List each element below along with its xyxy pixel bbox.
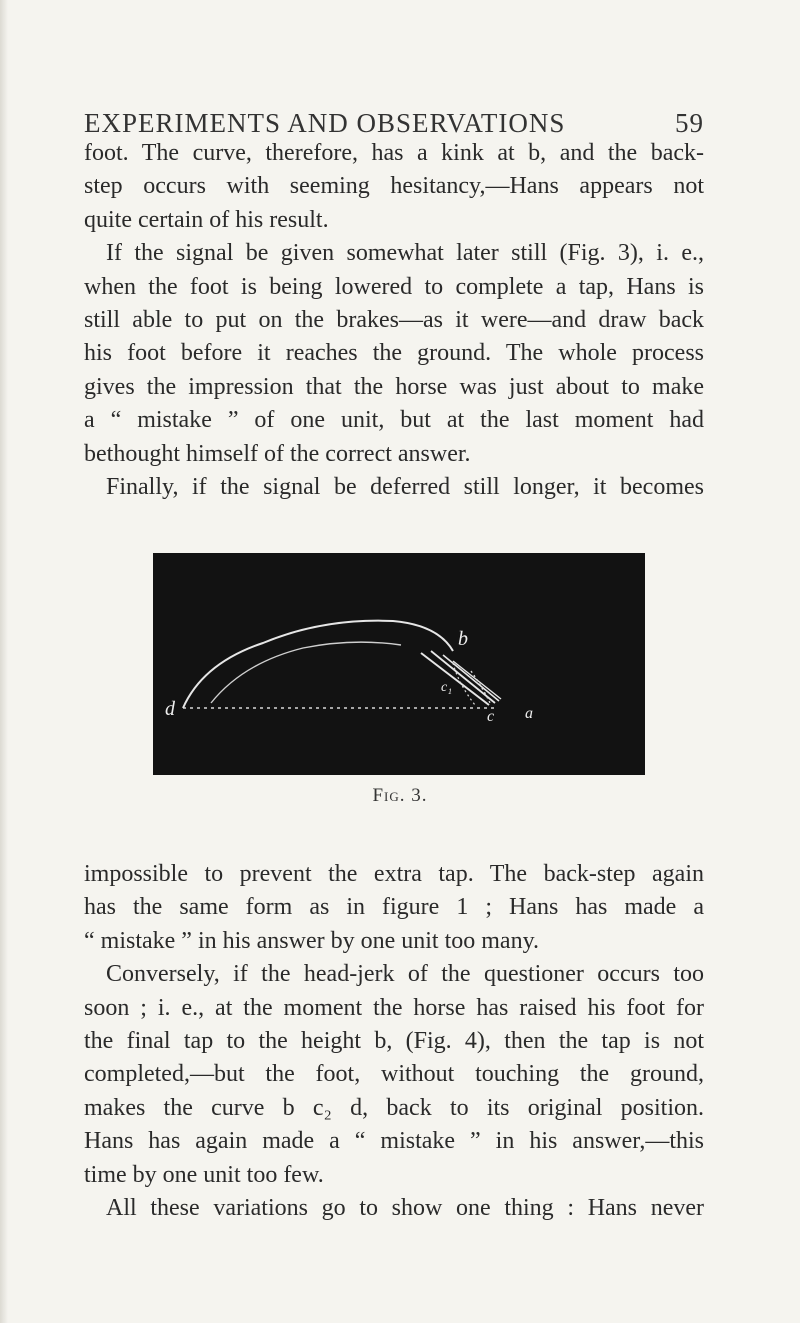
label-b: b — [458, 628, 468, 650]
text-line: If the signal be given somewhat later still (Fig. 3), i. e., — [106, 240, 704, 267]
text-line: has the same form as in figure 1 ; Hans has made a — [84, 894, 704, 921]
text-line: Conversely, if the head-jerk of the questioner occurs too — [106, 961, 704, 988]
text-line: Finally, if the signal be deferred still longer, it becomes — [106, 474, 704, 501]
text-line: quite certain of his result. — [84, 206, 329, 233]
text-line: a “ mistake ” of one unit, but at the last moment had — [84, 407, 704, 434]
text-line: time by one unit too few. — [84, 1161, 324, 1188]
text-line: still able to put on the brakes—as it were—and draw back — [84, 307, 704, 334]
paragraph-after-figure — [84, 858, 704, 1225]
text-line: “ mistake ” in his answer by one unit too many. — [84, 927, 540, 954]
label-d: d — [165, 698, 175, 720]
text-line: completed,—but the foot, without touching the ground, — [84, 1061, 704, 1088]
page-edge-shadow — [0, 0, 8, 1323]
text-line: All these variations go to show one thing : Hans never — [106, 1195, 704, 1222]
curve-diagram — [153, 553, 645, 775]
text-line: when the foot is being lowered to complete a tap, Hans is — [84, 273, 704, 300]
label-c: c — [487, 708, 495, 725]
text-line: his foot before it reaches the ground. The whole process — [84, 340, 704, 367]
text-line: bethought himself of the correct answer. — [84, 440, 471, 467]
figure-3-motion-curve — [153, 553, 645, 775]
text-line: the final tap to the height b, (Fig. 4), then the tap is not — [84, 1028, 704, 1055]
text-line: soon ; i. e., at the moment the horse has raised his foot for — [84, 994, 704, 1021]
running-header — [84, 108, 704, 139]
figure-caption: Fig. 3. — [372, 785, 428, 806]
text-line: gives the impression that the horse was just about to make — [84, 373, 704, 400]
text-line: foot. The curve, therefore, has a kink at b, and the back- — [84, 140, 704, 166]
label-c1: c₁ — [441, 680, 453, 695]
text-line: Hans has again made a “ mistake ” in his answer,—this — [84, 1128, 704, 1155]
label-a: a — [525, 705, 533, 722]
text-line: impossible to prevent the extra tap. The back-step again — [84, 861, 704, 887]
paragraph-before-figure — [84, 137, 704, 504]
running-title: EXPERIMENTS AND OBSERVATIONS — [84, 108, 566, 138]
text-line: makes the curve b c₂ d, back to its original position. — [84, 1094, 704, 1121]
page-number: 59 — [675, 108, 704, 138]
text-line: step occurs with seeming hesitancy,—Hans appears not — [84, 173, 704, 200]
